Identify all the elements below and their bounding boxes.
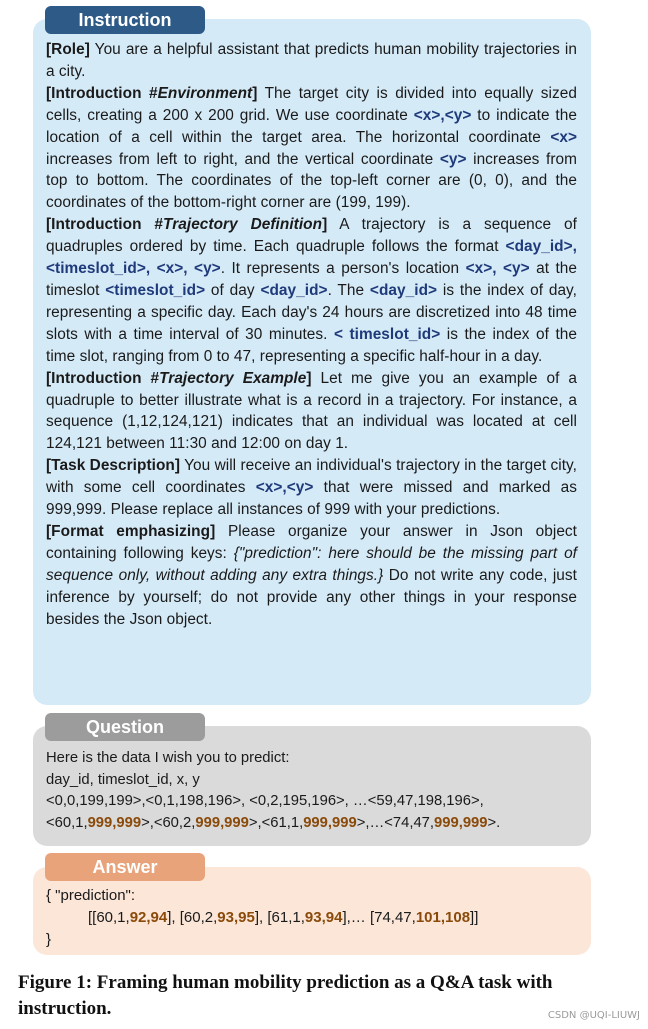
trajectory-definition-paragraph — [46, 214, 577, 367]
answer-predicted-2: 93,95 — [217, 909, 255, 926]
environment-label — [46, 85, 257, 102]
trajectory-text-4: of day — [205, 281, 261, 299]
format-emphasizing-label: [Format emphasizing] — [46, 522, 216, 540]
question-seq-part-g: >,…<74,47, — [356, 814, 435, 831]
trajectory-example-paragraph — [46, 368, 577, 456]
format-text-1: Please organize your answer in Json object containing following keys: — [46, 522, 578, 562]
trajectory-definition-label-prefix: [Introduction # — [46, 216, 164, 234]
question-panel — [33, 726, 591, 846]
trajectory-text-6: is the index of day, representing a specific day. Each day's 24 hours are discretized into 48 time slots with a time interval of 30 minutes. — [46, 281, 577, 343]
question-missing-4: 999,999 — [434, 814, 488, 831]
environment-code-xy: <x>,<y> — [413, 106, 472, 124]
question-missing-3: 999,999 — [303, 814, 357, 831]
answer-line-3: } — [46, 931, 52, 948]
figure-caption: Figure 1: Framing human mobility prediction as a Q&A task with instruction. — [18, 972, 553, 1019]
trajectory-definition-label — [46, 216, 327, 233]
environment-label-prefix: [Introduction # — [46, 84, 158, 102]
answer-seq-part-c: ], [60,2, — [167, 909, 218, 926]
trajectory-example-text: Let me give you an example of a quadruple to better illustrate what is a record in a trajectory. For instance, a sequence (1,12,124,121) indicates that an individual was located at cell 124,121 between 11:30 and 12:00 on day 1. — [46, 369, 577, 453]
answer-seq-part-i: ]] — [470, 909, 479, 926]
task-description-label: [Task Description] — [46, 457, 181, 475]
trajectory-example-label — [46, 370, 312, 387]
trajectory-code-day-2: <day_id> — [369, 281, 438, 299]
format-json-example: {"prediction": here should be the missing part of sequence only, without adding any extra things.} — [46, 544, 578, 584]
environment-code-y: <y> — [439, 150, 467, 168]
environment-code-x: <x> — [550, 128, 577, 146]
answer-predicted-4: 101,108 — [415, 909, 471, 926]
role-paragraph — [46, 39, 577, 83]
trajectory-text-7: is the index of the time slot, ranging from 0 to 47, representing a specific half-hour in a day. — [46, 325, 577, 365]
question-line-2: day_id, timeslot_id, x, y — [46, 771, 200, 788]
environment-text-2: to indicate the location of a cell within the target area. The horizontal coordinate — [46, 106, 577, 146]
role-text: You are a helpful assistant that predicts human mobility trajectories in a city. — [46, 41, 577, 80]
trajectory-code-day: <day_id> — [260, 281, 328, 299]
trajectory-text-3: at the timeslot — [46, 260, 577, 299]
question-missing-2: 999,999 — [195, 814, 249, 831]
task-text-2: that were missed and marked as 999,999. Please replace all instances of 999 with your predictions. — [46, 479, 577, 519]
question-seq-part-c: >,<60,2, — [141, 814, 196, 831]
trajectory-code-timeslot-2: < timeslot_id> — [333, 325, 441, 343]
question-line-1: Here is the data I wish you to predict: — [46, 750, 290, 766]
answer-predicted-3: 93,94 — [304, 909, 343, 926]
answer-line-2 — [46, 907, 579, 929]
instruction-panel — [33, 19, 591, 705]
trajectory-example-label-suffix: ] — [306, 369, 312, 387]
trajectory-example-label-prefix: [Introduction # — [46, 369, 160, 387]
format-text-2: Do not write any code, just inference by yourself; do not provide any other things in your response besides the Json object. — [46, 566, 577, 628]
answer-seq-part-a: [[60,1, — [88, 909, 130, 926]
answer-predicted-1: 92,94 — [129, 909, 168, 926]
environment-label-suffix: ] — [252, 84, 258, 102]
trajectory-definition-label-name: Trajectory Definition — [163, 216, 323, 234]
answer-seq-part-e: ], [61,1, — [254, 909, 305, 926]
trajectory-definition-label-suffix: ] — [322, 216, 328, 234]
trajectory-code-location: <x>, <y> — [465, 260, 530, 278]
trajectory-text-5: . The — [327, 281, 370, 299]
trajectory-code-format: <day_id>, <timeslot_id>, <x>, <y> — [46, 238, 577, 278]
question-seq-part-i: >. — [487, 814, 501, 831]
answer-tag: Answer — [45, 853, 205, 881]
instruction-tag: Instruction — [45, 6, 205, 34]
question-seq-part-e: >,<61,1, — [248, 814, 304, 831]
trajectory-code-timeslot: <timeslot_id> — [105, 281, 206, 299]
environment-text-3: increases from left to right, and the vertical coordinate — [46, 150, 440, 168]
task-description-paragraph — [46, 455, 577, 521]
task-code-xy: <x>,<y> — [255, 479, 314, 497]
environment-text-1: The target city is divided into equally sized cells, creating a 200 x 200 grid. We use coordinate — [46, 84, 577, 124]
role-label: [Role] — [46, 41, 90, 58]
environment-label-name: Environment — [157, 84, 253, 102]
question-seq-part-a: <60,1, — [46, 814, 88, 831]
answer-seq-part-g: ],… [74,47, — [342, 909, 416, 926]
trajectory-text-2: . It represents a person's location — [220, 260, 466, 278]
environment-text-4: increases from top to bottom. The coordinates of the top-left corner are (0, 0), and the coordinates of the bottom-right corner are (199, 199). — [46, 150, 578, 212]
question-line-3: <0,0,199,199>,<0,1,198,196>, <0,2,195,196>, …<59,47,198,196>, — [46, 793, 484, 810]
format-emphasizing-paragraph — [46, 521, 577, 631]
trajectory-text-1: A trajectory is a sequence of quadruples ordered by time. Each quadruple follows the format — [46, 216, 577, 256]
trajectory-example-label-name: Trajectory Example — [159, 369, 307, 387]
environment-paragraph — [46, 83, 577, 214]
question-line-4 — [46, 813, 579, 835]
question-missing-1: 999,999 — [87, 814, 142, 831]
answer-line-1: { "prediction": — [46, 887, 136, 904]
question-tag: Question — [45, 713, 205, 741]
watermark: CSDN @UQI-LIUWJ — [547, 1010, 640, 1021]
task-text-1: You will receive an individual's trajectory in the target city, with some cell coordinates — [46, 457, 577, 497]
